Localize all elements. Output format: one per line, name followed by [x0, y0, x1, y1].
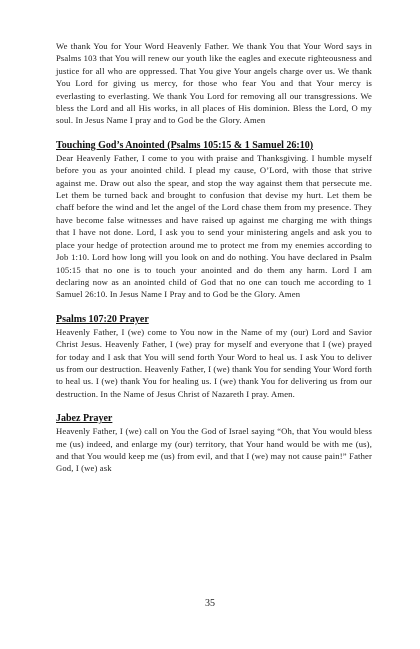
section-heading-touching-gods-anointed: Touching God’s Anointed (Psalms 105:15 & 1 Samuel 26:10): [56, 139, 314, 151]
jabez-prayer-paragraph: Heavenly Father, I (we) call on You the God of Israel saying “Oh, that You would bless me (us) indeed, and enlarge my (our) territory, that Your hand would be with me (us), and that You would keep me (us) from evil, and that I (we) may not cause pain!” Father God, I (we) ask: [56, 426, 372, 474]
page-content: [56, 40, 372, 475]
section-heading-jabez-prayer: Jabez Prayer: [56, 413, 113, 425]
psalms-107-20-paragraph: Heavenly Father, I (we) come to You now in the Name of my (our) Lord and Savior Christ Jesus. Heavenly Father, I (we) pray for myself and everyone that I (we) prayed for today and I ask that You will send forth Your Word to heal us. I ask You to deliver us from our destruction. Heavenly Father, I (we) thank You for sending Your Word forth to heal us. I (we) thank You for healing us. I (we) thank You for delivering us from our destruction. In the Name of Jesus Christ of Nazareth I pray. Amen.: [56, 326, 372, 399]
thanksgiving-paragraph: We thank You for Your Word Heavenly Father. We thank You that Your Word says in Psalms 103 that You will renew our youth like the eagles and execute righteousness and justice for all who are oppressed. That You give Your angels charge over us. We thank You Lord for giving us mercy, for those who fear You and that Your mercy is everlasting to everlasting. We thank You Lord for removing all our transgressions. We bless the Lord and all His works, in all places of His dominion. Bless the Lord, O my soul. In Jesus Name I pray and to God be the Glory. Amen: [56, 41, 372, 126]
section-heading-psalms-107-20: Psalms 107:20 Prayer: [56, 313, 149, 325]
page-number: 35: [205, 598, 215, 609]
touching-gods-anointed-paragraph: Dear Heavenly Father, I come to you with praise and Thanksgiving. I humble myself before you as your anointed child. I plead my cause, O’Lord, with those that strive against me. Draw out also the spear, and stop the way against them that persecute me. Let them be turned back and brought to confusion that devise my hurt. Let them be chaff before the wind and let the angel of the Lord chase them from my presence. They have become false witnesses and have raised up against me charging me with things that I have not done. Lord, I ask you to send your ministering angels and ask you to place your hedge of protection around me to protect me from my enemies according to Job 1:10. Lord how long will you look on and do nothing. You have declared in Psalm 105:15 that no one is to touch your anointed and do them any harm. Lord I am declaring now as an anointed child of God that no one can touch me according to 1 Samuel 26:10. In Jesus Name I Pray and to God be the Glory. Amen: [56, 152, 372, 300]
